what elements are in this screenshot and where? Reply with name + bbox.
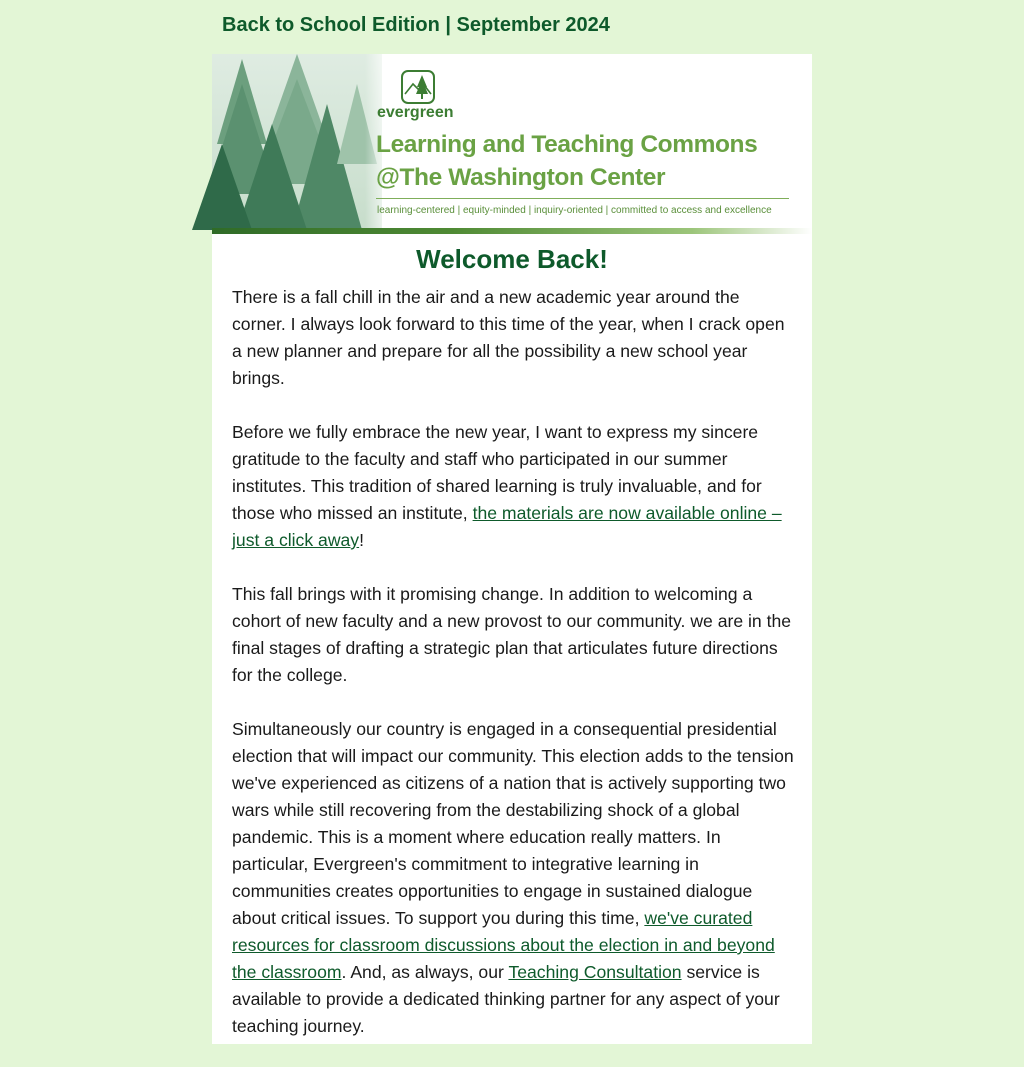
newsletter-card xyxy=(212,54,812,1044)
paragraph-4 xyxy=(232,716,794,1040)
banner-title xyxy=(376,128,757,194)
paragraph-4-end: service is available to provide a dedicated thinking partner for any aspect of your teaching journey. xyxy=(232,962,780,1036)
tree-mountain-icon xyxy=(401,70,435,104)
paragraph-2-end: ! xyxy=(359,530,364,550)
evergreen-wordmark: evergreen xyxy=(377,104,454,121)
paragraph-4-middle: . And, as always, our xyxy=(341,962,509,982)
summer-materials-link[interactable]: the materials are now available online – just a click away xyxy=(232,503,782,550)
banner-stripe xyxy=(212,228,812,234)
banner-tagline: learning-centered | equity-minded | inquiry-oriented | committed to access and excellence xyxy=(377,205,772,216)
edition-title: Back to School Edition | September 2024 xyxy=(222,14,610,36)
banner-title-line-1: Learning and Teaching Commons xyxy=(376,131,758,158)
welcome-heading: Welcome Back! xyxy=(416,244,608,274)
paragraph-4-text: Simultaneously our country is engaged in a consequential presidential election that will impact our community. This election adds to the tension we've experienced as citizens of a nation that is actively supporting two wars while still recovering from the destabilizing shock of a global pandemic. This is a moment where education really matters. In particular, Evergreen's commitment to integrative learning in communities creates opportunities to engage in sustained dialogue about critical issues. To support you during this time, xyxy=(232,719,794,928)
paragraph-2-text: Before we fully embrace the new year, I want to express my sincere gratitude to the faculty and staff who participated in our summer institutes. This tradition of shared learning is truly invaluable, and for those who missed an institute, xyxy=(232,422,762,523)
article-body xyxy=(232,284,794,1067)
banner-title-line-2: @The Washington Center xyxy=(376,164,666,191)
teaching-consultation-link[interactable]: Teaching Consultation xyxy=(508,962,682,982)
paragraph-2 xyxy=(232,419,794,554)
election-resources-link[interactable]: we've curated resources for classroom discussions about the election in and beyond the classroom xyxy=(232,908,775,982)
banner-divider xyxy=(376,198,789,199)
paragraph-3: This fall brings with it promising change. In addition to welcoming a cohort of new faculty and a new provost to our community. we are in the final stages of drafting a strategic plan that articulates future directions for the college. xyxy=(232,584,792,685)
paragraph-1: There is a fall chill in the air and a new academic year around the corner. I always look forward to this time of the year, when I crack open a new planner and prepare for all the possibility a new school year brings. xyxy=(232,287,785,388)
header-banner xyxy=(212,54,812,234)
